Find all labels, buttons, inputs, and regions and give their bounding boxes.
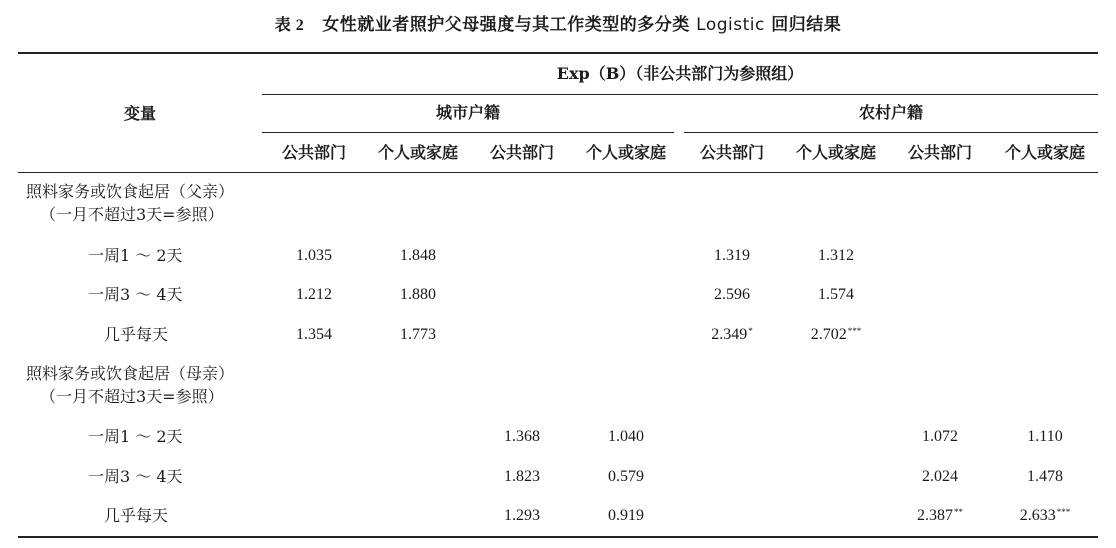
table-title-text: 女性就业者照护父母强度与其工作类型的多分类 [322, 15, 690, 35]
col-header-6: 个人或家庭 [795, 143, 876, 162]
col-header-2: 个人或家庭 [377, 143, 458, 162]
group-mother-reference: （一月不超过3天=参照） [40, 387, 224, 406]
table-cell: 2.702*** [810, 326, 862, 343]
table-cell: 1.773 [400, 326, 436, 343]
table-cell: 0.579 [608, 468, 644, 485]
row-label: 一周3 ～ 4天 [88, 467, 183, 486]
table-title-tail: 回归结果 [771, 15, 842, 35]
header-exp-rule [262, 94, 1098, 95]
table-number: 表 2 [274, 17, 305, 34]
table-cell: 2.024 [922, 468, 958, 485]
group-father-label: 照料家务或饮食起居（父亲） [26, 182, 235, 201]
table-cell: 0.919 [608, 507, 644, 524]
header-urban: 城市户籍 [435, 103, 500, 122]
table-cell: 1.354 [296, 326, 332, 343]
row-label: 一周1 ～ 2天 [88, 427, 183, 446]
header-exp-b: Exp（B）（非公共部门为参照组） [556, 64, 804, 83]
table-cell: 1.848 [400, 247, 436, 264]
table-title [0, 10, 1116, 35]
table-cell: 1.035 [296, 247, 332, 264]
col-header-5: 公共部门 [699, 143, 764, 162]
table-cell: 1.312 [818, 247, 854, 264]
table-cell: 1.823 [504, 468, 540, 485]
significance-mark: * [748, 326, 753, 336]
top-rule [18, 52, 1098, 54]
group-father-reference: （一月不超过3天=参照） [40, 205, 224, 224]
header-bottom-rule [18, 172, 1098, 173]
header-rural-rule [684, 132, 1098, 133]
table-cell: 1.293 [504, 507, 540, 524]
table-cell: 2.387** [917, 507, 963, 524]
significance-mark: *** [847, 326, 862, 336]
row-label: 几乎每天 [104, 506, 169, 525]
significance-mark: *** [1056, 507, 1071, 517]
table-cell: 2.596 [714, 286, 750, 303]
table-cell: 2.633*** [1019, 507, 1071, 524]
row-label: 几乎每天 [104, 325, 169, 344]
table-cell: 1.040 [608, 428, 644, 445]
table-cell: 1.478 [1027, 468, 1063, 485]
header-rural: 农村户籍 [858, 103, 923, 122]
table-cell: 1.110 [1027, 428, 1063, 445]
table-cell: 2.349* [711, 326, 753, 343]
table-cell: 1.574 [818, 286, 854, 303]
table-title-latin: Logistic [696, 15, 765, 35]
bottom-rule [18, 536, 1098, 538]
col-header-7: 公共部门 [907, 143, 972, 162]
row-label: 一周3 ～ 4天 [88, 285, 183, 304]
header-variable: 变量 [123, 104, 156, 123]
header-urban-rule [262, 132, 674, 133]
group-mother-label: 照料家务或饮食起居（母亲） [26, 364, 235, 383]
table-cell: 1.368 [504, 428, 540, 445]
col-header-1: 公共部门 [281, 143, 346, 162]
table-cell: 1.072 [922, 428, 958, 445]
row-label: 一周1 ～ 2天 [88, 246, 183, 265]
col-header-8: 个人或家庭 [1004, 143, 1085, 162]
col-header-3: 公共部门 [489, 143, 554, 162]
col-header-4: 个人或家庭 [585, 143, 666, 162]
significance-mark: ** [954, 507, 963, 517]
table-cell: 1.212 [296, 286, 332, 303]
table-cell: 1.880 [400, 286, 436, 303]
table-cell: 1.319 [714, 247, 750, 264]
